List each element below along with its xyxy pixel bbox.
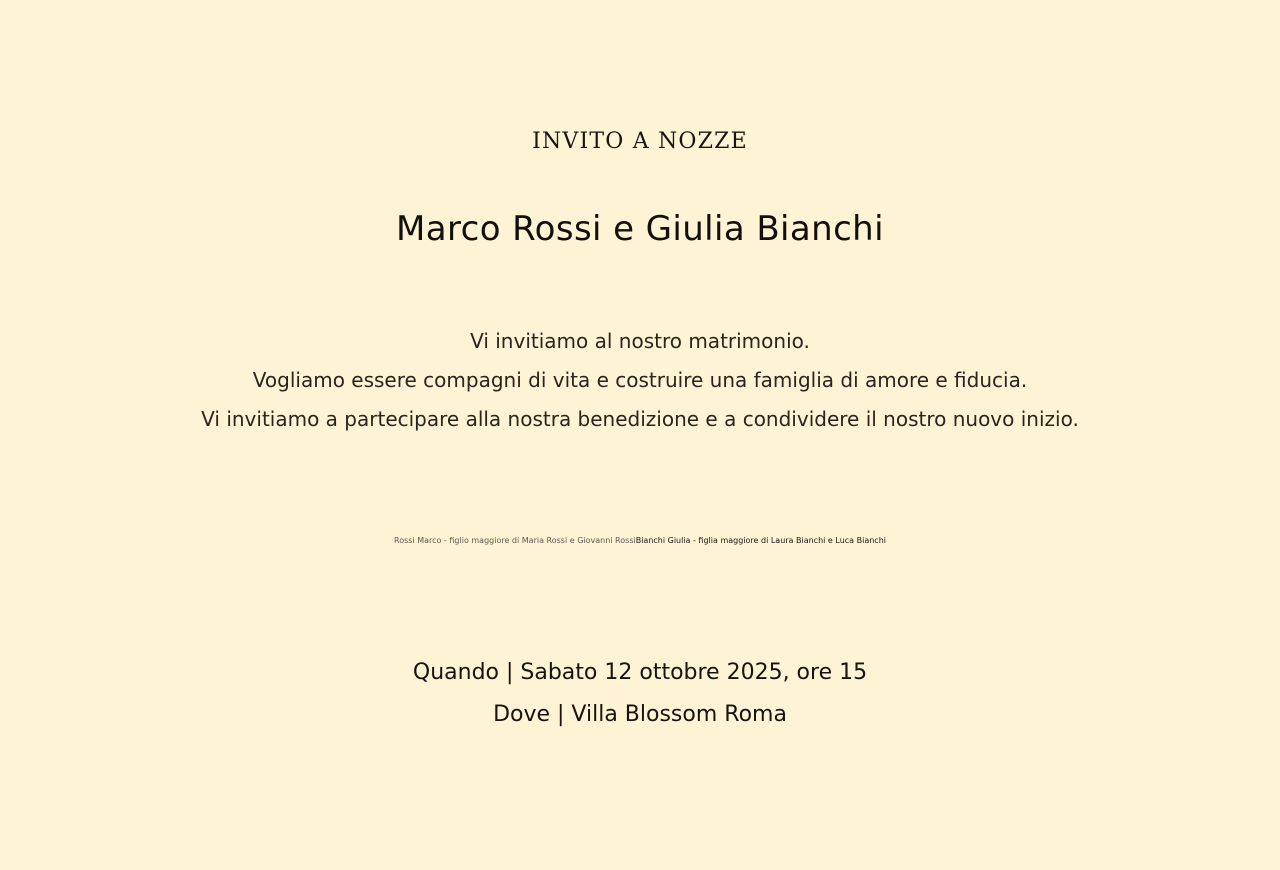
- invitation-message: [0, 322, 1280, 439]
- event-details: [0, 652, 1280, 736]
- message-line: Vogliamo essere compagni di vita e costruire una famiglia di amore e fiducia.: [252, 368, 1028, 392]
- event-when: Quando | Sabato 12 ottobre 2025, ore 15: [412, 660, 868, 685]
- invitation-title: INVITO A NOZZE: [532, 129, 748, 154]
- parents-info: [0, 535, 1280, 547]
- couple-names: Marco Rossi e Giulia Bianchi: [396, 209, 884, 249]
- groom-parents: Rossi Marco - figlio maggiore di Maria Rossi e Giovanni Rossi: [394, 536, 636, 545]
- message-line: Vi invitiamo a partecipare alla nostra benedizione e a condividere il nostro nuovo inizio.: [201, 407, 1079, 431]
- message-line: Vi invitiamo al nostro matrimonio.: [470, 329, 810, 353]
- event-where: Dove | Villa Blossom Roma: [493, 702, 787, 727]
- bride-parents: Bianchi Giulia - figlia maggiore di Laura Bianchi e Luca Bianchi: [635, 536, 886, 545]
